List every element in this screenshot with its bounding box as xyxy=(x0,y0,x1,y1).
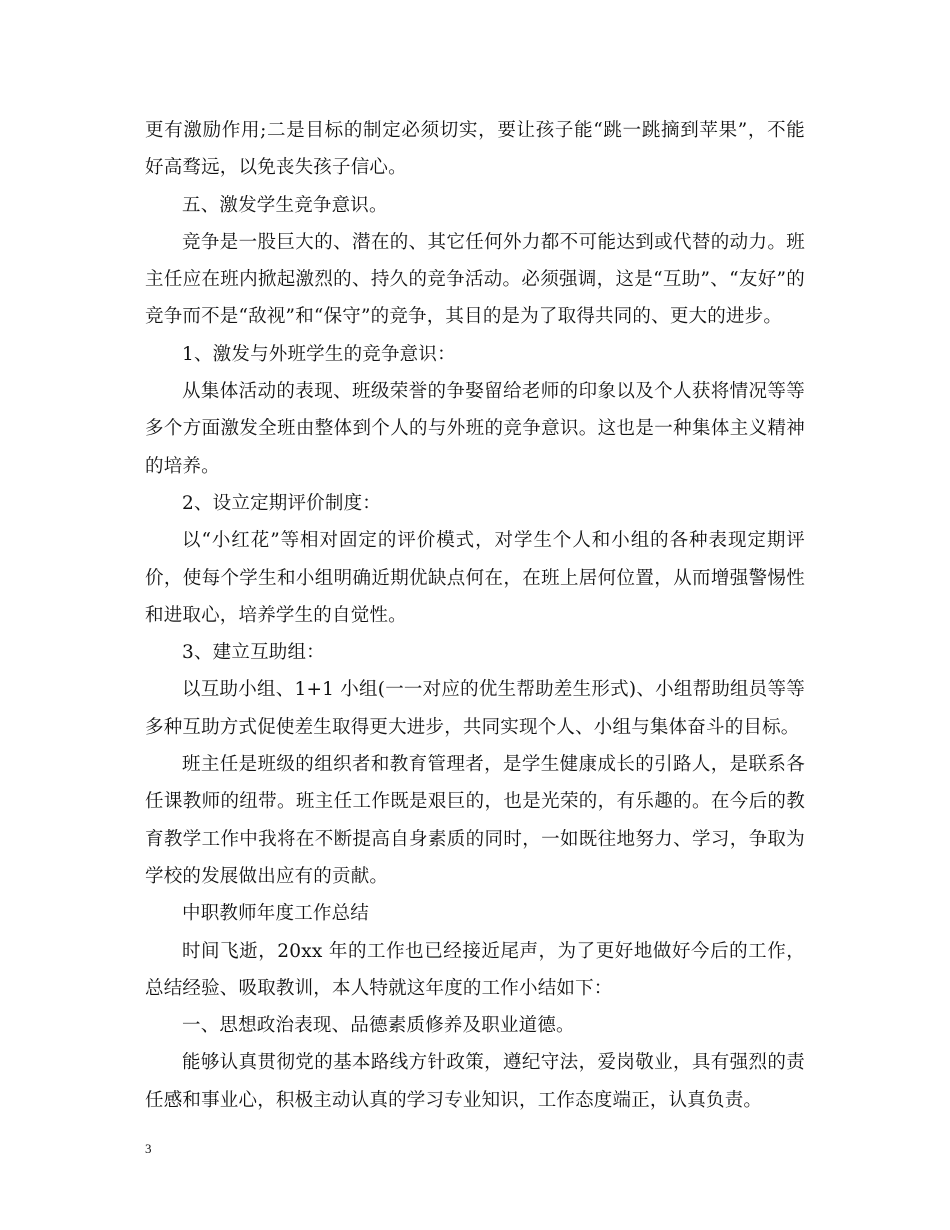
subheading-1: 1、激发与外班学生的竞争意识： xyxy=(182,343,456,365)
paragraph-ethics: 能够认真贯彻党的基本路线方针政策，遵纪守法，爱岗敬业，具有强烈的责任感和事业心，积极主动认真的学习专业知识，工作态度端正，认真负责。 xyxy=(145,1052,805,1111)
paragraph-competition: 竞争是一股巨大的、潜在的、其它任何外力都不可能达到或代替的动力。班主任应在班内掀起激烈的、持久的竞争活动。必须强调，这是“互助”、“友好”的竞争而不是“敌视”和“保守”的竞争，其目的是为了取得共同的、更大的进步。 xyxy=(145,231,805,328)
paragraph-intro: 时间飞逝，20xx 年的工作也已经接近尾声，为了更好地做好今后的工作，总结经验、吸取教训，本人特就这年度的工作小结如下： xyxy=(145,940,805,999)
heading-section-five: 五、激发学生竞争意识。 xyxy=(182,194,388,216)
subheading-2: 2、设立定期评价制度： xyxy=(182,492,381,514)
page-number: 3 xyxy=(145,1141,152,1156)
paragraph-1: 更有激励作用;二是目标的制定必须切实，要让孩子能“跳一跳摘到苹果”，不能好高骛远，以免丧失孩子信心。 xyxy=(145,120,805,179)
paragraph-evaluation: 以“小红花”等相对固定的评价模式，对学生个人和小组的各种表现定期评价，使每个学生和小组明确近期优缺点何在，在班上居何位置，从而增强警惕性和进取心，培养学生的自觉性。 xyxy=(145,530,805,626)
paragraph-mutual-help: 以互助小组、1+1 小组(一一对应的优生帮助差生形式)、小组帮助组员等等多种互助方式促使差生取得更大进步，共同实现个人、小组与集体奋斗的目标。 xyxy=(145,679,805,738)
paragraph-conclusion: 班主任是班级的组织者和教育管理者，是学生健康成长的引路人，是联系各任课教师的纽带。班主任工作既是艰巨的，也是光荣的，有乐趣的。在今后的教育教学工作中我将在不断提高自身素质的同时，一如既往地努力、学习，争取为学校的发展做出应有的贡献。 xyxy=(145,754,805,887)
subheading-3: 3、建立互助组： xyxy=(182,642,325,664)
section-title: 中职教师年度工作总结 xyxy=(182,903,370,925)
heading-section-one: 一、思想政治表现、品德素质修养及职业道德。 xyxy=(182,1015,575,1037)
document-body xyxy=(145,112,805,1119)
paragraph-external-competition: 从集体活动的表现、班级荣誉的争娶留给老师的印象以及个人获将情况等等多个方面激发全班由整体到个人的与外班的竞争意识。这也是一种集体主义精神的培养。 xyxy=(145,381,805,477)
